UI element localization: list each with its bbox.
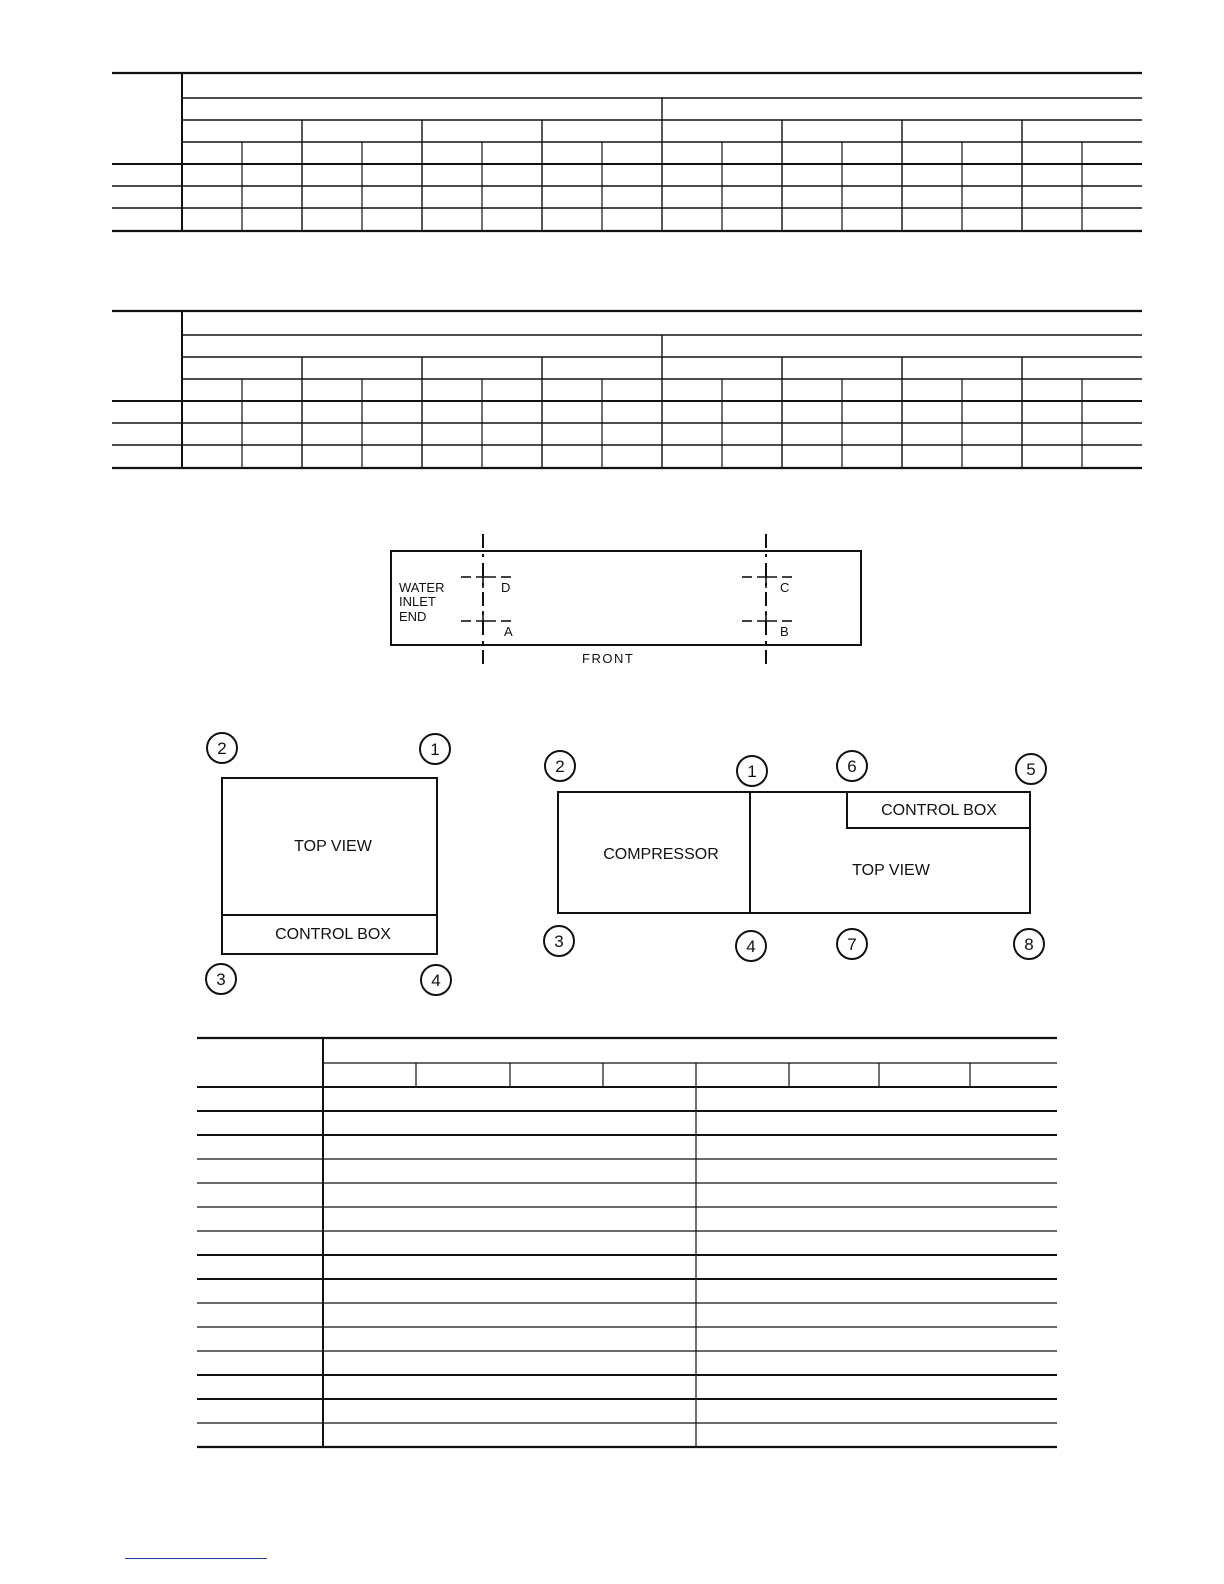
corner-number-1: 1 [430,740,440,759]
corner-number-1: 1 [747,762,757,781]
corner-number-5: 5 [1026,760,1036,779]
end-label: END [399,609,427,624]
corner-number-3: 3 [554,932,564,951]
corner-number-2: 2 [217,739,227,758]
water-label: WATER [399,580,445,595]
corner-number-3: 3 [216,970,226,989]
point-b-label: B [780,624,789,639]
corner-number-4: 4 [431,971,441,990]
corner-number-8: 8 [1024,935,1034,954]
corner-number-6: 6 [847,757,857,776]
inlet-label: INLET [399,594,436,609]
point-c-label: C [780,580,790,595]
control-box-label: CONTROL BOX [881,802,997,819]
control-box-label: CONTROL BOX [275,926,391,943]
corner-number-7: 7 [847,935,857,954]
front-label: FRONT [582,651,635,666]
corner-number-2: 2 [555,757,565,776]
point-d-label: D [501,580,511,595]
footer-rule [125,1558,267,1559]
corner-number-4: 4 [746,937,756,956]
point-a-label: A [504,624,513,639]
compressor-label: COMPRESSOR [603,846,719,863]
top-view-label: TOP VIEW [852,862,930,879]
top-view-label: TOP VIEW [294,838,372,855]
